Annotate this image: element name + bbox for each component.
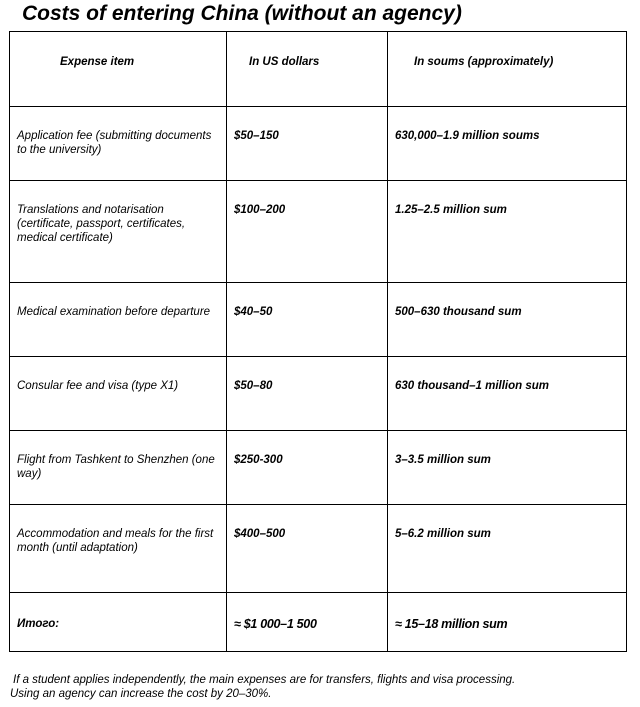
- expense-item-cell: Translations and notarisation (certificate, passport, certificates, medical certificate): [10, 181, 227, 283]
- total-label-cell: Итого:: [10, 593, 227, 652]
- table-row: [10, 431, 627, 505]
- header-usd: In US dollars: [227, 32, 388, 107]
- usd-cell: $100–200: [227, 181, 388, 283]
- usd-cell: $50–150: [227, 107, 388, 181]
- total-row: [10, 593, 627, 652]
- expense-item-cell: Accommodation and meals for the first month (until adaptation): [10, 505, 227, 593]
- soums-cell: 1.25–2.5 million sum: [388, 181, 627, 283]
- usd-cell: $400–500: [227, 505, 388, 593]
- header-soums: In soums (approximately): [388, 32, 627, 107]
- expense-item-cell: Consular fee and visa (type X1): [10, 357, 227, 431]
- footnote-line: If a student applies independently, the main expenses are for transfers, flights and visa processing.: [13, 674, 516, 686]
- table-row: [10, 283, 627, 357]
- usd-cell: $50–80: [227, 357, 388, 431]
- usd-cell: $40–50: [227, 283, 388, 357]
- table-row: [10, 357, 627, 431]
- soums-cell: 3–3.5 million sum: [388, 431, 627, 505]
- footnote-line: Using an agency can increase the cost by 20–30%.: [10, 688, 272, 700]
- costs-table: [9, 31, 627, 652]
- soums-cell: 500–630 thousand sum: [388, 283, 627, 357]
- expense-item-cell: Flight from Tashkent to Shenzhen (one way): [10, 431, 227, 505]
- table-row: [10, 505, 627, 593]
- table-row: [10, 181, 627, 283]
- header-expense-item: Expense item: [10, 32, 227, 107]
- total-usd-cell: ≈ $1 000–1 500: [227, 593, 388, 652]
- page-title: Costs of entering China (without an agency): [22, 2, 462, 25]
- total-soums-cell: ≈ 15–18 million sum: [388, 593, 627, 652]
- usd-cell: $250-300: [227, 431, 388, 505]
- table-row: [10, 107, 627, 181]
- soums-cell: 630,000–1.9 million soums: [388, 107, 627, 181]
- soums-cell: 5–6.2 million sum: [388, 505, 627, 593]
- expense-item-cell: Medical examination before departure: [10, 283, 227, 357]
- table-header-row: [10, 32, 627, 107]
- soums-cell: 630 thousand–1 million sum: [388, 357, 627, 431]
- footnote: [10, 673, 630, 701]
- expense-item-cell: Application fee (submitting documents to the university): [10, 107, 227, 181]
